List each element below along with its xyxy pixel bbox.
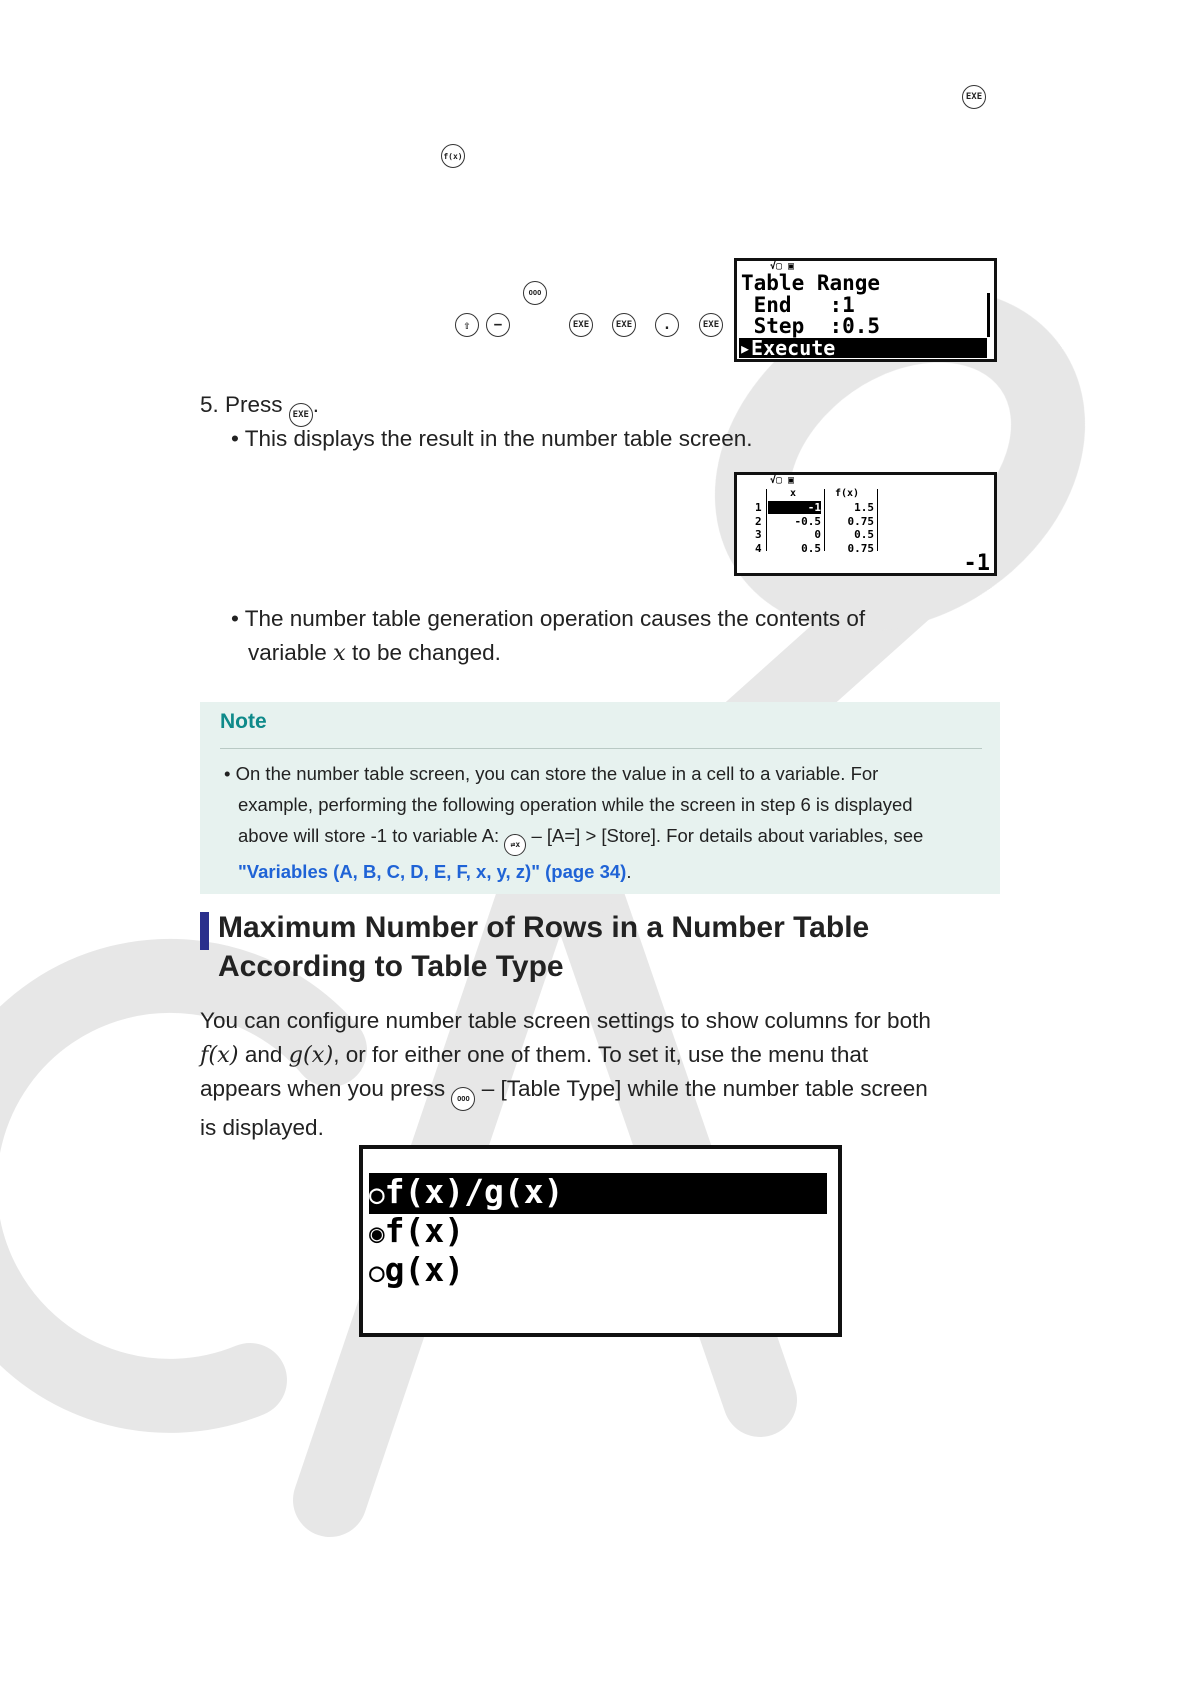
option-label: g(x) (384, 1250, 465, 1289)
table-cell-x[interactable]: -0.5 (794, 514, 821, 528)
dot-key-icon: . (655, 313, 679, 337)
end-setting: End :1 (741, 293, 855, 317)
fx-key-icon: f(x) (441, 144, 465, 168)
table-row-index: 2 (755, 514, 762, 528)
screen-title: Table Range (741, 271, 881, 295)
number-table-screen (734, 472, 997, 576)
table-cell-x[interactable]: 0 (814, 528, 821, 541)
table-cell-x[interactable]: -1 (768, 501, 821, 514)
note-divider (220, 748, 982, 749)
exe-key-icon: EXE (289, 403, 313, 427)
table-cell-fx[interactable]: 0.5 (854, 528, 874, 541)
radio-empty-icon: ○ (369, 1258, 385, 1288)
table-cell-x[interactable]: 0.5 (801, 541, 821, 555)
section-paragraph: You can configure number table screen settings to show columns for both f(x) and g(x), or for either one of them. To set it, use the menu that appears when you press OOO – [Table Type] while the number table screen is displayed. (200, 1008, 931, 1140)
execute-item: ▸Execute (739, 338, 987, 358)
column-header-fx: f(x) (835, 488, 860, 499)
table-cell-fx[interactable]: 1.5 (854, 501, 874, 514)
table-type-option[interactable] (369, 1212, 827, 1253)
table-type-option[interactable] (369, 1173, 827, 1214)
section-heading: Maximum Number of Rows in a Number Table According to Table Type (218, 911, 870, 983)
table-cell-fx[interactable]: 0.75 (847, 541, 874, 555)
store-key-icon: ⇄x (504, 834, 526, 856)
table-cell-fx[interactable]: 0.75 (847, 514, 874, 528)
options-key-icon: OOO (523, 281, 547, 305)
table-range-screen (734, 258, 997, 362)
variables-page-link[interactable]: "Variables (A, B, C, D, E, F, x, y, z)" (page 34) (238, 860, 627, 882)
shift-key-icon: ⇧ (455, 313, 479, 337)
status-bar: √▢ ▣ (770, 261, 795, 272)
note-text: • On the number table screen, you can store the value in a cell to a variable. For example, performing the following operation while the screen in step 6 is displayed above will store -1 to variable A: ⇄x – [A=] > [Store]. For details about variables, see "Variables (A, B, C, D, E, F, x, y, z)" (page 34). (224, 763, 924, 882)
note-box (200, 702, 1000, 894)
table-type-option[interactable] (369, 1251, 827, 1292)
step-setting: Step :0.5 (741, 314, 881, 338)
scrollbar (987, 293, 990, 337)
table-type-screen (359, 1145, 842, 1337)
exe-key-icon: EXE (962, 85, 986, 109)
radio-selected-icon: ◉ (369, 1219, 385, 1249)
bullet-variable-change: • The number table generation operation causes the contents of variable x to be changed. (231, 606, 866, 666)
exe-key-icon: EXE (612, 313, 636, 337)
step-5-bullet: • This displays the result in the number table screen. (231, 426, 753, 451)
options-key-icon: OOO (451, 1087, 475, 1111)
radio-empty-icon: ○ (369, 1180, 385, 1210)
table-row-index: 1 (755, 501, 762, 514)
column-header-x: x (790, 488, 797, 499)
table-row-index: 4 (755, 541, 762, 555)
option-label: f(x) (384, 1211, 465, 1250)
exe-key-icon: EXE (569, 313, 593, 337)
exe-key-icon: EXE (699, 313, 723, 337)
step-5: 5. Press EXE . (200, 388, 319, 427)
minus-key-icon: − (486, 313, 510, 337)
cell-value-line: -1 (963, 551, 990, 576)
table-row-index: 3 (755, 528, 762, 541)
note-title: Note (220, 710, 267, 733)
option-label: f(x)/g(x) (384, 1172, 564, 1211)
status-bar: √▢ ▣ (770, 475, 795, 486)
heading-accent-bar (200, 912, 209, 950)
